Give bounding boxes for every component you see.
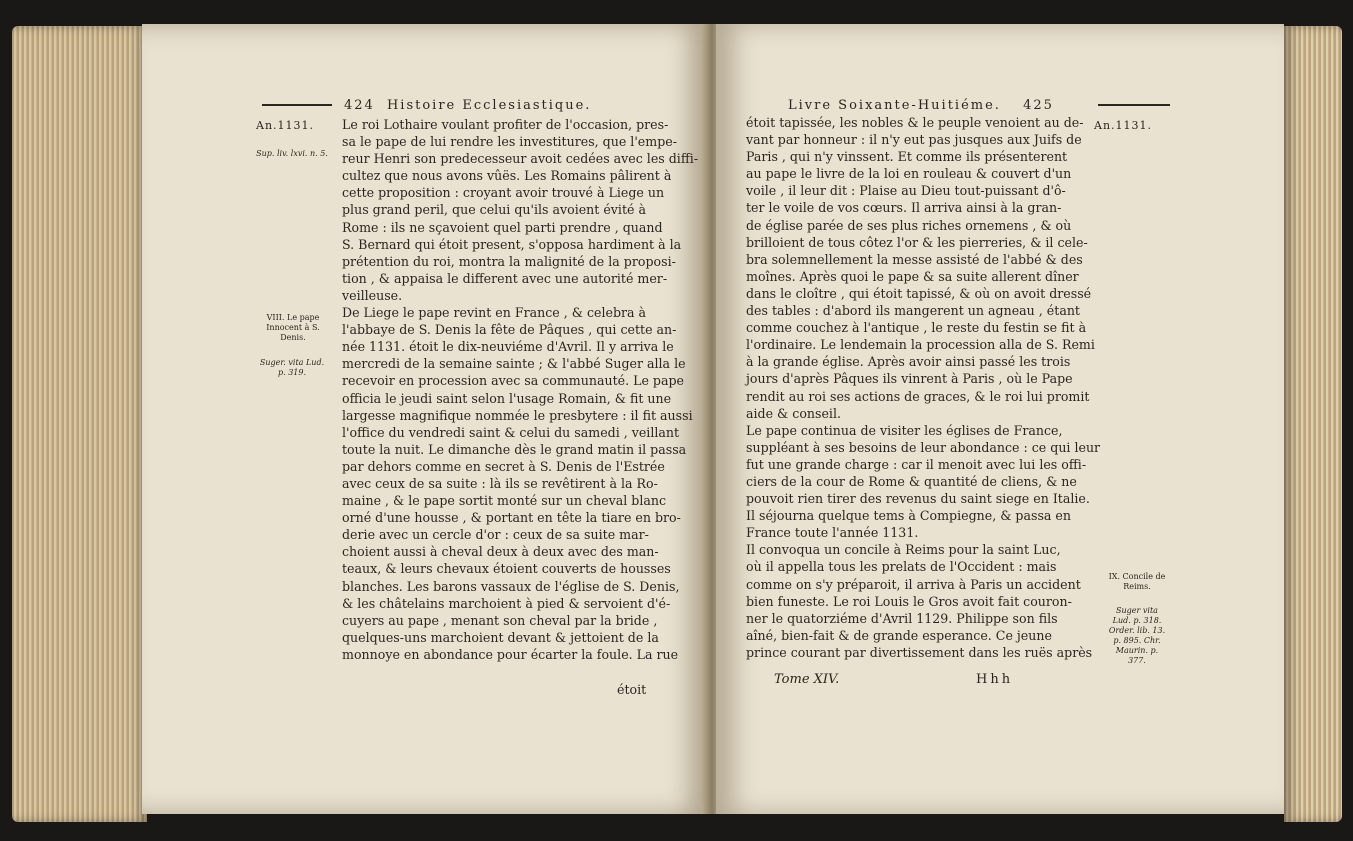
left-title: Histoire Ecclesiastique. <box>386 98 592 113</box>
text-line: bra solemnellement la messe assisté de l'abbé & des <box>746 251 1083 267</box>
text-line: l'office du vendredi saint & celui du samedi , veillant <box>342 424 680 440</box>
text-line: choient aussi à cheval deux à deux avec des man- <box>342 544 659 560</box>
text-line: cuyers au pape , menant son cheval par la bride , <box>342 612 658 628</box>
text-line: officia le jeudi saint selon l'usage Romain, & fit une <box>342 390 672 406</box>
text-line: blanches. Les barons vassaux de l'église de S. Denis, <box>342 578 680 594</box>
text-line: Paris , qui n'y vinssent. Et comme ils présenterent <box>746 149 1068 165</box>
text-line: fut une grande charge : car il menoit avec lui les offi- <box>746 456 1087 472</box>
text-line: derie avec un cercle d'or : ceux de sa suite mar- <box>342 527 649 543</box>
text-line: Il convoqua un concile à Reims pour la saint Luc, <box>746 542 1061 558</box>
text-line: reur Henri son predecesseur avoit cedées avec les diffi- <box>342 151 699 167</box>
left-margin-section: VIII. Le pape Innocent à S. Denis. <box>266 313 320 342</box>
text-line: orné d'une housse , & portant en tête la tiare en bro- <box>342 510 681 526</box>
text-line: tion , & appaisa le different avec une autorité mer- <box>342 270 668 286</box>
right-year-note: An.1131. <box>1094 119 1153 132</box>
footer-signature: Hhh <box>976 672 1014 687</box>
text-line: jours d'après Pâques ils vinrent à Paris , où le Pape <box>746 371 1073 387</box>
text-line: monnoye en abondance pour écarter la foule. La rue <box>342 646 679 662</box>
header-rule <box>262 104 332 106</box>
text-line: de église parée de ses plus riches ornemens , & où <box>746 217 1072 233</box>
left-margin-ref-2: Suger. vita Lud. p. 319. <box>259 358 325 377</box>
text-line: teaux, & leurs chevaux étoient couverts de housses <box>342 561 671 577</box>
right-title: Livre Soixante-Huitiéme. <box>788 98 1001 113</box>
text-line: suppléant à ses besoins de leur abondance : ce qui leur <box>746 439 1101 455</box>
right-body-text <box>746 114 1100 661</box>
text-line: Le pape continua de visiter les églises de France, <box>746 422 1063 438</box>
text-line: dans le cloître , qui étoit tapissé, & où on avoit dressé <box>746 285 1092 301</box>
text-line: des tables : d'abord ils mangerent un agneau , étant <box>746 303 1080 319</box>
right-page <box>716 24 1284 814</box>
text-line: à la grande église. Après avoir ainsi passé les trois <box>746 354 1071 370</box>
text-line: & les châtelains marchoient à pied & servoient d'é- <box>342 595 671 611</box>
left-margin-ref-1: Sup. liv. lxvi. n. 5. <box>256 149 328 158</box>
text-line: par dehors comme en secret à S. Denis de l'Estrée <box>342 458 665 474</box>
text-line: S. Bernard qui étoit present, s'opposa hardiment à la <box>342 236 682 252</box>
text-line: veilleuse. <box>342 287 403 303</box>
text-line: France toute l'année 1131. <box>746 525 919 541</box>
text-line: quelques-uns marchoient devant & jettoient de la <box>342 629 659 645</box>
text-line: Il séjourna quelque tems à Compiegne, & passa en <box>746 508 1071 524</box>
text-line: comme couchez à l'antique , le reste du festin se fit à <box>746 320 1087 336</box>
text-line: pouvoit rien tirer des revenus du saint siege en Italie. <box>746 491 1090 507</box>
text-line: recevoir en procession avec sa communauté. Le pape <box>342 373 685 389</box>
text-line: Le roi Lothaire voulant profiter de l'occasion, pres- <box>342 117 669 132</box>
right-margin-section: IX. Concile de Reims. <box>1108 572 1166 591</box>
left-page <box>142 24 708 814</box>
text-line: née 1131. étoit le dix-neuviéme d'Avril. Il y arriva le <box>342 339 674 355</box>
text-line: ner le quatorziéme d'Avril 1129. Philippe son fils <box>746 610 1058 626</box>
text-line: étoit tapissée, les nobles & le peuple venoient au de- <box>746 115 1084 130</box>
left-year-note: An.1131. <box>256 119 315 132</box>
text-line: comme on s'y préparoit, il arriva à Paris un accident <box>746 576 1081 592</box>
text-line: prétention du roi, montra la malignité de la proposi- <box>342 253 676 269</box>
right-margin-ref: Suger vita Lud. p. 318. Order. lib. 13. p. 895. Chr. Maurin. p. 377. <box>1108 606 1166 665</box>
text-line: vant par honneur : il n'y eut pas jusques aux Juifs de <box>746 132 1082 148</box>
open-book <box>12 18 1342 828</box>
text-line: ciers de la cour de Rome & quantité de cliens, & ne <box>746 473 1077 489</box>
text-line: rendit au roi ses actions de graces, & le roi lui promit <box>746 388 1090 404</box>
right-page-edges <box>1284 26 1342 822</box>
text-line: De Liege le pape revint en France , & celebra à <box>342 305 647 321</box>
text-line: l'abbaye de S. Denis la fête de Pâques , qui cette an- <box>342 322 677 338</box>
text-line: mercredi de la semaine sainte ; & l'abbé Suger alla le <box>342 356 686 372</box>
text-line: l'ordinaire. Le lendemain la procession alla de S. Remi <box>746 337 1095 353</box>
text-line: largesse magnifique nommée le presbytere : il fit aussi <box>342 407 693 423</box>
footer-volume: Tome XIV. <box>774 672 840 687</box>
header-rule <box>1098 104 1170 106</box>
left-body-text <box>342 116 698 663</box>
text-line: aide & conseil. <box>746 405 841 421</box>
text-line: cette proposition : croyant avoir trouvé à Liege un <box>342 185 665 201</box>
text-line: aîné, bien-fait & de grande esperance. Ce jeune <box>746 627 1052 643</box>
text-line: Rome : ils ne sçavoient quel parti prendre , quand <box>342 219 663 235</box>
text-line: avec ceux de sa suite : là ils se revêtirent à la Ro- <box>342 475 658 491</box>
text-line: bien funeste. Le roi Louis le Gros avoit fait couron- <box>746 593 1072 609</box>
text-line: toute la nuit. Le dimanche dès le grand matin il passa <box>342 441 687 457</box>
text-line: brilloient de tous côtez l'or & les pierreries, & il cele- <box>746 234 1088 250</box>
text-line: au pape le livre de la loi en rouleau & couvert d'un <box>746 166 1072 182</box>
text-line: maine , & le pape sortit monté sur un cheval blanc <box>342 493 667 509</box>
text-line: moînes. Après quoi le pape & sa suite allerent dîner <box>746 268 1079 284</box>
right-running-head <box>788 98 1054 113</box>
text-line: où il appella tous les prelats de l'Occident : mais <box>746 559 1057 575</box>
text-line: cultez que nous avons vûës. Les Romains pâlirent à <box>342 168 672 184</box>
left-running-head <box>344 98 591 113</box>
left-page-edges <box>12 26 147 822</box>
text-line: ter le voile de vos cœurs. Il arriva ainsi à la gran- <box>746 200 1062 216</box>
left-page-number: 424 <box>344 98 375 113</box>
text-line: prince courant par divertissement dans les ruës après <box>746 644 1093 660</box>
left-catchword: étoit <box>617 682 647 697</box>
right-page-number: 425 <box>1023 98 1054 113</box>
text-line: voile , il leur dit : Plaise au Dieu tout-puissant d'ô- <box>746 183 1066 199</box>
text-line: sa le pape de lui rendre les investitures, que l'empe- <box>342 134 677 150</box>
text-line: plus grand peril, que celui qu'ils avoient évité à <box>342 202 646 218</box>
